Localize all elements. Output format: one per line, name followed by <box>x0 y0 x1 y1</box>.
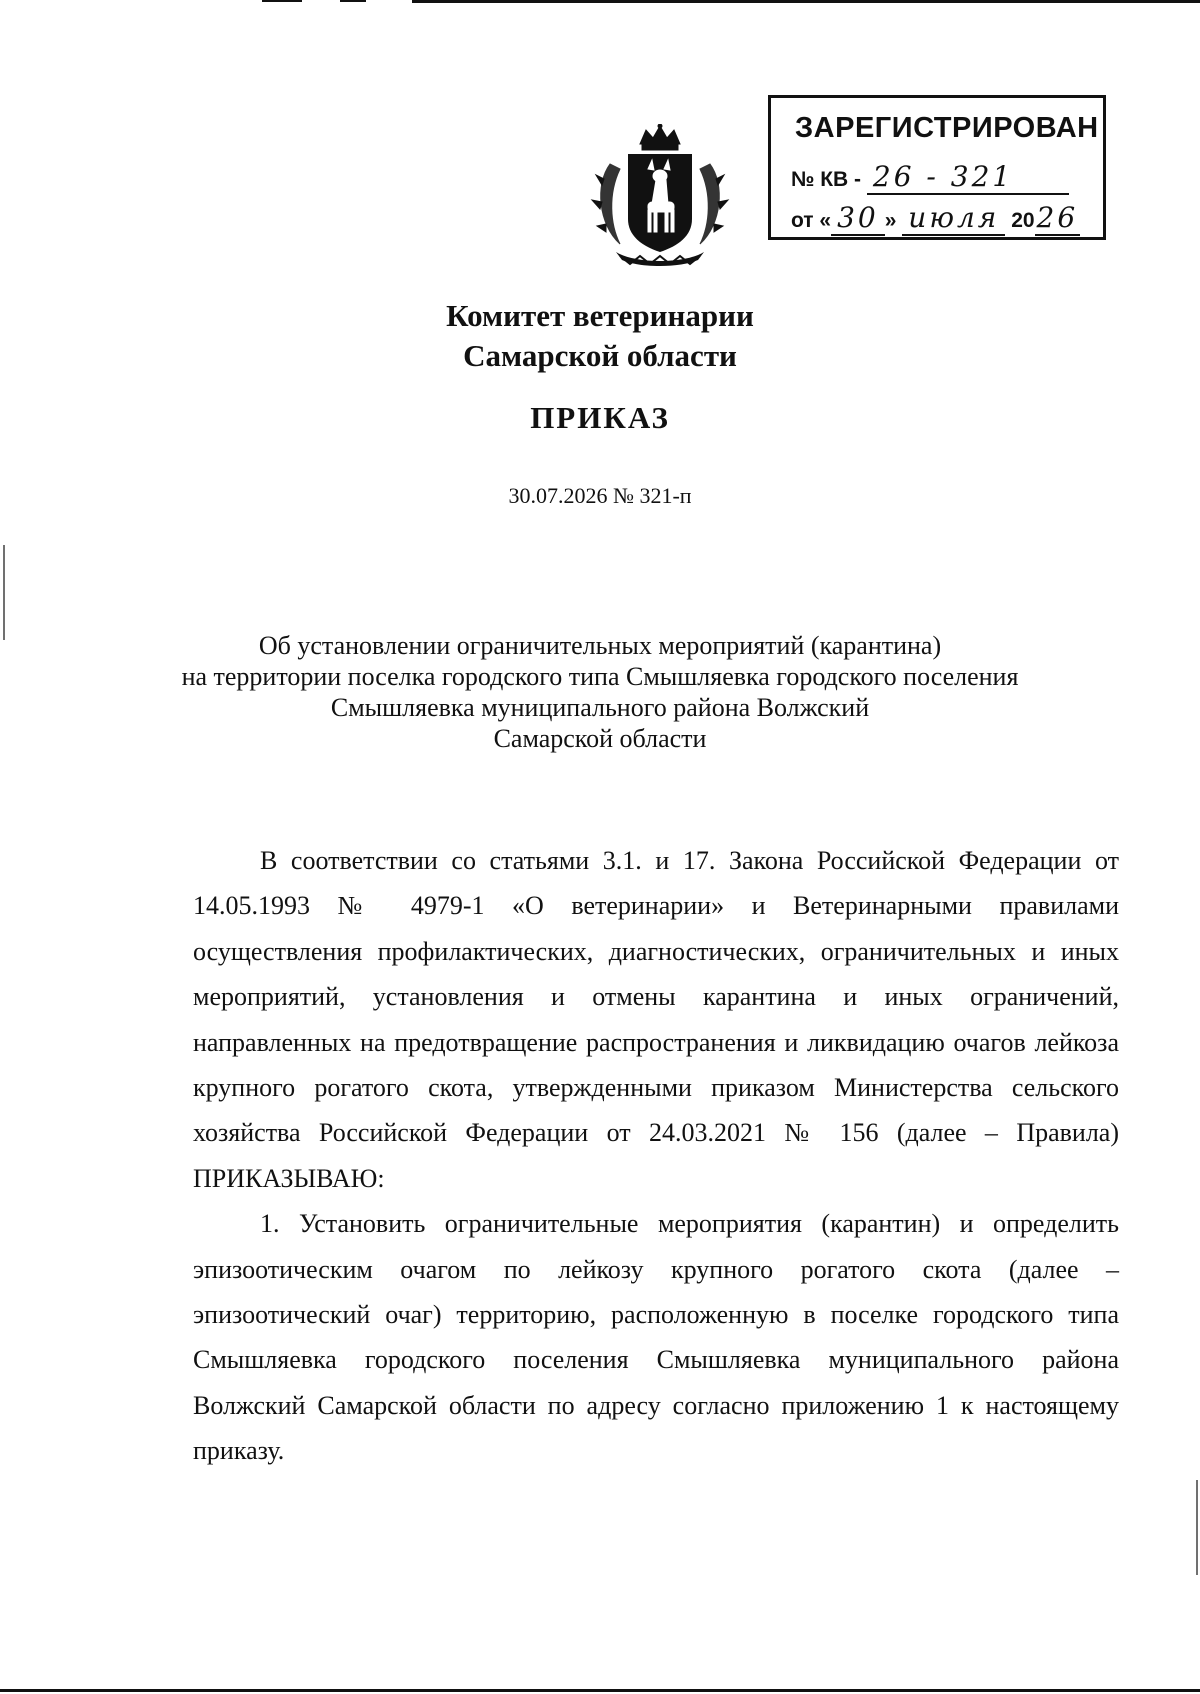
scan-mark-right <box>1196 1480 1198 1575</box>
stamp-date-day: 30 <box>831 201 885 236</box>
stamp-date-mid: » <box>884 209 897 232</box>
stamp-number-prefix: № КВ - <box>791 168 862 191</box>
organization-line-1: Комитет ветеринарии <box>446 298 754 333</box>
organization-name <box>0 296 1200 376</box>
stamp-date-row <box>791 201 1080 236</box>
scan-mark-top-left-2 <box>340 0 366 2</box>
coat-of-arms-emblem <box>590 124 730 269</box>
scan-edge-top <box>412 0 1200 3</box>
organization-line-2: Самарской области <box>463 338 737 373</box>
registration-stamp <box>768 95 1106 240</box>
subject-line-2: на территории поселка городского типа Смышляевка городского поселения <box>181 662 1019 691</box>
subject-line-1: Об установлении ограничительных мероприятий (карантина) <box>258 631 942 660</box>
stamp-title: ЗАРЕГИСТРИРОВАН <box>795 112 1099 144</box>
body-paragraph-item-1: 1. Установить ограничительные мероприятия (карантин) и определить эпизоотическим очагом по лейкозу крупного рогатого скота (далее – эпизоотический очаг) территорию, расположенную в поселке городского типа Смышляевка городского поселения Смышляевка муниципального района Волжский Самарской области по адресу согласно приложению 1 к настоящему приказу. <box>193 1209 1119 1466</box>
body-paragraph-preamble: В соответствии со статьями 3.1. и 17. Закона Российской Федерации от 14.05.1993 № 4979-1 «О ветеринарии» и Ветеринарными правилами осуществления профилактических, диагностических, ограничительных и иных мероприятий, установления и отмены карантина и иных ограничений, направленных на предотвращение распространения и ликвидацию очагов лейкоза крупного рогатого скота, утвержденными приказом Министерства сельского хозяйства Российской Федерации от 24.03.2021 № 156 (далее – Правила) ПРИКАЗЫВАЮ: <box>193 846 1119 1193</box>
scan-mark-left <box>3 545 5 640</box>
stamp-date-prefix: от « <box>791 209 832 232</box>
scan-edge-bottom <box>0 1689 1200 1692</box>
stamp-date-month: июля <box>902 201 1005 236</box>
document-type: ПРИКАЗ <box>530 400 670 435</box>
document-body <box>193 838 1119 1474</box>
document-date-number: 30.07.2026 № 321-п <box>508 483 692 508</box>
stamp-date-year-suffix: 26 <box>1036 201 1079 234</box>
scan-mark-top-left <box>262 0 302 2</box>
subject-line-4: Самарской области <box>493 724 707 753</box>
stamp-number-handwritten: 26 - 321 <box>867 160 1069 195</box>
stamp-number-row <box>791 160 1069 195</box>
document-subject <box>0 630 1200 754</box>
stamp-date-year-prefix: 20 <box>1011 209 1035 232</box>
subject-line-3: Смышляевка муниципального района Волжский <box>330 693 870 722</box>
